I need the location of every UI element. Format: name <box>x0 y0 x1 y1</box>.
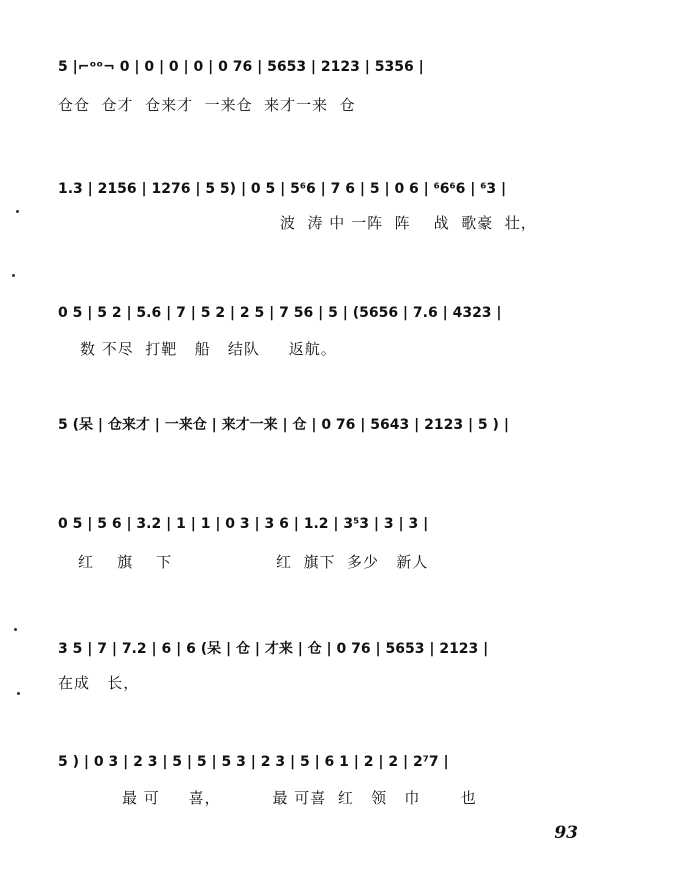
lyric-line: 波 涛 中 一阵 阵 战 歌豪 壮， <box>280 214 537 232</box>
notation-line: 5 (呆 | 仓来才 | 一来仓 | 来才一来 | 仓 | 0 76 | 5643 | 2123 | 5 ) | <box>58 417 509 433</box>
lyric-line: 数 不尽 打靶 船 结队 返航。 <box>80 340 337 358</box>
lyric-line: 最 可 喜， 最 可喜 红 领 巾 也 <box>122 789 477 807</box>
lyric-line: 红 旗 下 红 旗下 多少 新人 <box>78 553 429 571</box>
scan-speck <box>14 628 17 631</box>
notation-line: 3 5 | 7 | 7.2 | 6 | 6 (呆 | 仓 | 才来 | 仓 | 0 76 | 5653 | 2123 | <box>58 641 489 657</box>
notation-line: 5 |⌐ᵒᵒ¬ 0 | 0 | 0 | 0 | 0 76 | 5653 | 2123 | 5356 | <box>58 59 424 75</box>
lyric-line: 仓仓 仓才 仓来才 一来仓 来才一来 仓 <box>58 96 356 114</box>
scan-speck <box>16 210 19 213</box>
notation-line: 0 5 | 5 6 | 3.2 | 1 | 1 | 0 3 | 3 6 | 1.2 | 3⁵3 | 3 | 3 | <box>58 516 429 532</box>
page-number: 93 <box>554 823 578 843</box>
scan-speck <box>17 692 20 695</box>
scan-speck <box>12 274 15 277</box>
notation-line: 1.3 | 2156 | 1276 | 5 5) | 0 5 | 5⁶6 | 7 6 | 5 | 0 6 | ⁶6⁶6 | ⁶3 | <box>58 181 507 197</box>
lyric-line: 在成 长， <box>58 674 140 692</box>
notation-line: 5 ) | 0 3 | 2 3 | 5 | 5 | 5 3 | 2 3 | 5 | 6 1 | 2 | 2 | 2⁷7 | <box>58 754 449 770</box>
notation-line: 0 5 | 5 2 | 5.6 | 7 | 5 2 | 2 5 | 7 56 | 5 | (5656 | 7.6 | 4323 | <box>58 305 502 321</box>
